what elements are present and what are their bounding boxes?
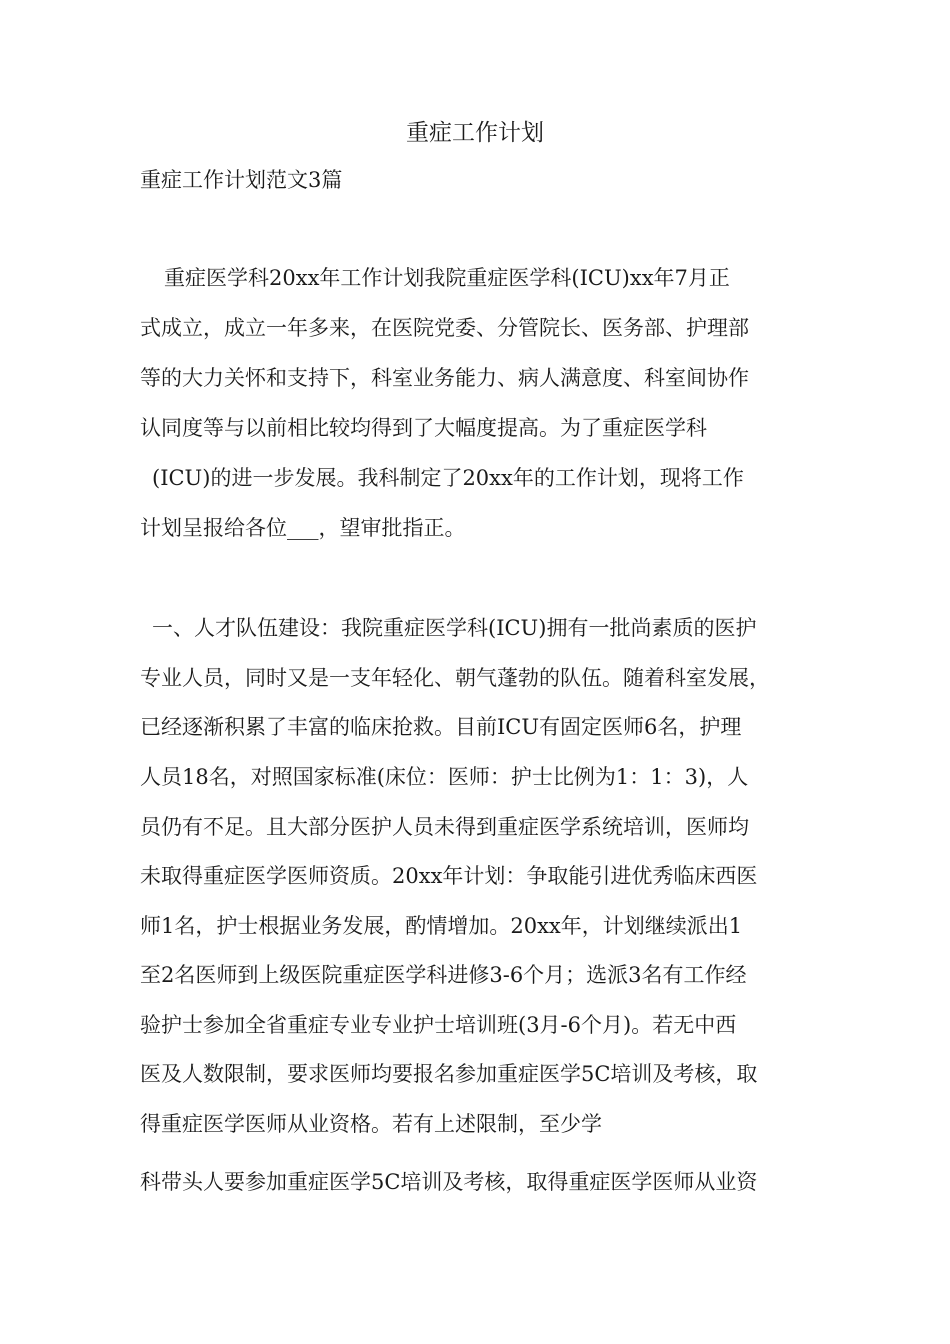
- text-line: 已经逐渐积累了丰富的临床抢救。目前ICU有固定医师6名，护理: [140, 715, 742, 739]
- text-line: 师1名，护士根据业务发展，酌情增加。20xx年，计划继续派出1: [140, 914, 743, 938]
- text-line: 未取得重症医学医师资质。20xx年计划：争取能引进优秀临床西医: [140, 864, 758, 888]
- text-line: 至2名医师到上级医院重症医学科进修3-6个月；选派3名有工作经: [140, 963, 747, 987]
- text-line: 人员18名，对照国家标准(床位：医师：护士比例为1：1：3)，人: [140, 765, 749, 789]
- text-line: 员仍有不足。且大部分医护人员未得到重症医学系统培训，医师均: [140, 815, 749, 839]
- text-line: 等的大力关怀和支持下，科室业务能力、病人满意度、科室间协作: [140, 366, 749, 390]
- text-line: 认同度等与以前相比较均得到了大幅度提高。为了重症医学科: [140, 416, 707, 440]
- document-title: 重症工作计划: [406, 120, 544, 146]
- document-subtitle: 重症工作计划范文3篇: [140, 168, 343, 192]
- text-line: 验护士参加全省重症专业专业护士培训班(3月-6个月)。若无中西: [140, 1013, 737, 1037]
- text-line: 医及人数限制，要求医师均要报名参加重症医学5C培训及考核，取: [140, 1062, 758, 1086]
- text-line: 式成立，成立一年多来，在医院党委、分管院长、医务部、护理部: [140, 316, 749, 340]
- text-line: 重症医学科20xx年工作计划我院重症医学科(ICU)xx年7月正: [164, 266, 730, 290]
- text-line: 科带头人要参加重症医学5C培训及考核，取得重症医学医师从业资: [140, 1170, 758, 1194]
- text-line: 专业人员，同时又是一支年轻化、朝气蓬勃的队伍。随着科室发展，: [140, 666, 770, 690]
- text-line: (ICU)的进一步发展。我科制定了20xx年的工作计划，现将工作: [152, 466, 744, 490]
- text-line: 计划呈报给各位___，望审批指正。: [140, 516, 466, 540]
- text-line: 一、人才队伍建设：我院重症医学科(ICU)拥有一批尚素质的医护: [152, 616, 757, 640]
- text-line: 得重症医学医师从业资格。若有上述限制，至少学: [140, 1112, 602, 1136]
